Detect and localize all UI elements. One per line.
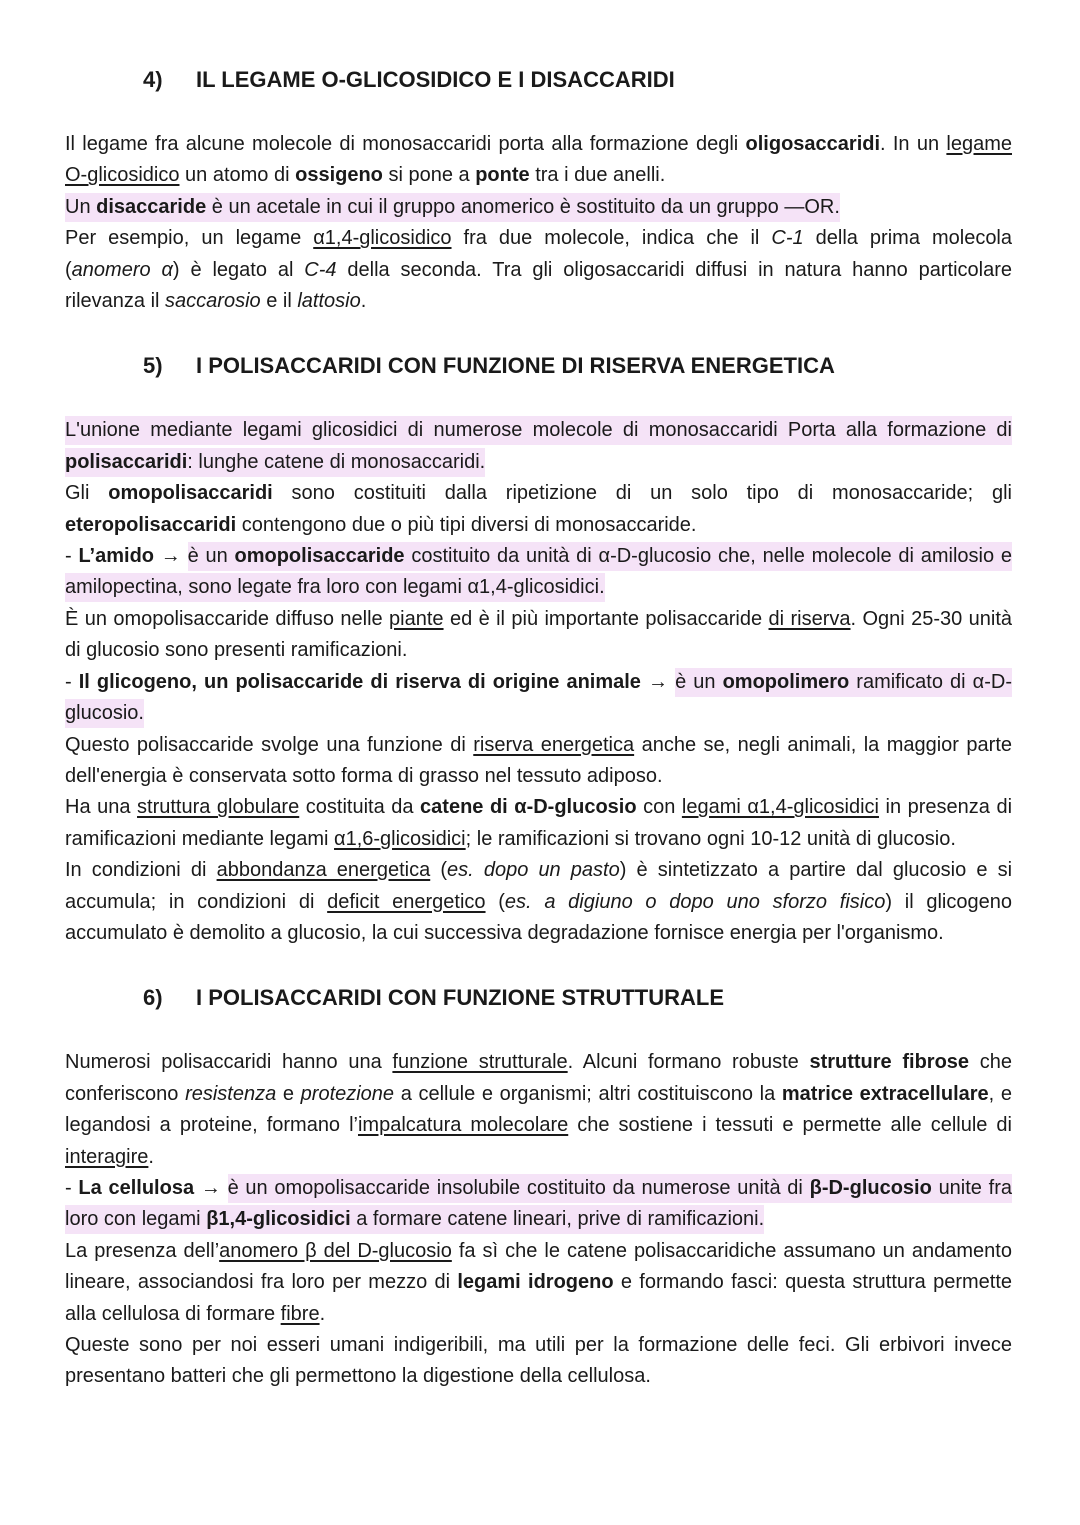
bold-text: omopolisaccaridi: [108, 482, 273, 505]
highlighted-text: è un omopolisaccaride insolubile costituito da numerose unità di: [228, 1174, 810, 1203]
paragraph: [65, 129, 1012, 192]
text-run: che conferiscono: [65, 1051, 1013, 1105]
highlighted-text: : lunghe catene di monosaccaridi.: [187, 448, 485, 477]
text-run: Ha una: [65, 796, 138, 819]
text-run: con: [636, 796, 682, 819]
text-run: fra due molecole, indica che il: [451, 227, 772, 250]
paragraph: [65, 541, 1012, 604]
text-run: La presenza dell’: [65, 1239, 220, 1262]
italic-text: saccarosio: [165, 290, 261, 313]
underlined-text: interagire: [65, 1145, 149, 1168]
text-run: Gli: [65, 482, 109, 505]
text-run: sono costituiti dalla ripetizione di un solo tipo di monosaccaride; gli: [272, 482, 1013, 505]
bold-text: oligosaccaridi: [745, 133, 881, 155]
text-run: (: [430, 859, 448, 882]
underlined-text: di riserva: [768, 607, 851, 630]
bold-text: Il glicogeno, un polisaccaride di riserva di origine animale: [78, 670, 641, 693]
italic-text: es. dopo un pasto: [447, 859, 620, 882]
text-run: Queste sono per noi esseri umani indigeribili, ma utili per la formazione delle feci. Gli erbivori invece presentano batteri che gli permettono la digestione della cellulosa.: [65, 1334, 1012, 1388]
text-run: e il: [260, 290, 298, 313]
text-run: si pone a: [382, 164, 476, 187]
highlighted-text: L'unione mediante legami glicosidici di numerose molecole di monosaccaridi Porta alla formazione di: [65, 416, 1012, 445]
paragraph: [65, 192, 1012, 223]
highlighted-text: è un acetale in cui il gruppo anomerico è sostituito da un gruppo —OR.: [206, 193, 840, 222]
bold-text: omopolisaccaride: [234, 542, 404, 571]
text-run: contengono due o più tipi diversi di monosaccaride.: [236, 513, 697, 536]
italic-text: C-4: [304, 258, 337, 281]
bold-text: La cellulosa: [78, 1176, 195, 1199]
paragraph: [65, 1236, 1012, 1330]
paragraph: [65, 223, 1012, 317]
text-run: .: [360, 290, 367, 313]
highlighted-text: Un: [65, 193, 96, 222]
text-run: -: [65, 1176, 79, 1199]
text-run: Il legame fra alcune molecole di monosaccaridi porta alla formazione degli: [65, 133, 746, 155]
text-run: . Ogni 25-30 unità di glucosio sono presenti ramificazioni.: [65, 607, 1013, 662]
paragraph: [65, 478, 1012, 541]
paragraph: [65, 855, 1012, 949]
section-number: 6): [143, 985, 163, 1011]
paragraph: [65, 730, 1012, 793]
text-run: ) è legato al: [172, 258, 305, 281]
paragraph: [65, 667, 1012, 730]
text-run: della seconda. Tra gli oligosaccaridi diffusi in natura hanno particolare rilevanza il: [65, 258, 1012, 313]
section-heading: [65, 64, 1012, 95]
paragraph: [65, 1173, 1012, 1236]
paragraph: [65, 604, 1012, 667]
section-title: I POLISACCARIDI CON FUNZIONE STRUTTURALE: [196, 985, 724, 1011]
text-run: -: [65, 545, 79, 568]
italic-text: protezione: [300, 1082, 395, 1105]
highlighted-text: unite fra loro con legami: [65, 1174, 1012, 1234]
text-run: un atomo di: [179, 164, 296, 187]
bold-text: catene di α-D-glucosio: [420, 796, 637, 819]
paragraph: [65, 1047, 1012, 1173]
underlined-text: legami α1,4-glicosidici: [681, 796, 879, 819]
italic-text: es. a digiuno o dopo uno sforzo fisico: [504, 890, 886, 913]
text-run: È un omopolisaccaride diffuso nelle: [65, 607, 390, 630]
bold-text: ossigeno: [295, 164, 383, 187]
text-run: .: [148, 1145, 154, 1168]
text-run: tra i due anelli.: [529, 164, 666, 187]
text-run: Questo polisaccaride svolge una funzione di: [65, 733, 474, 756]
underlined-text: funzione strutturale: [392, 1051, 568, 1074]
highlighted-text: costituito da unità di α-D-glucosio che, nelle molecole di amilosio e amilopectina, sono legate fra loro con legami α1,4-glicosidici.: [65, 542, 1012, 602]
text-run: ) il glicogeno accumulato è demolito a glucosio, la cui successiva degradazione fornisce energia per l'organismo.: [65, 890, 1012, 944]
section-title: I POLISACCARIDI CON FUNZIONE DI RISERVA ENERGETICA: [196, 353, 835, 379]
underlined-text: impalcatura molecolare: [357, 1114, 569, 1137]
text-run: anche se, negli animali, la maggior parte dell'energia è conservata sotto forma di grasso nel tessuto adiposo.: [65, 733, 1013, 787]
text-run: -: [65, 670, 79, 693]
text-run: In condizioni di: [65, 859, 217, 882]
text-run: Numerosi polisaccaridi hanno una: [65, 1051, 393, 1074]
section-heading: [65, 982, 1012, 1013]
text-run: della prima molecola (: [65, 227, 1013, 281]
text-run: →: [640, 670, 676, 693]
section-number: 5): [143, 353, 163, 379]
italic-text: anomero α: [71, 258, 173, 281]
section-title: IL LEGAME O-GLICOSIDICO E I DISACCARIDI: [196, 67, 675, 92]
text-run: , e legandosi a proteine, formano l’: [65, 1082, 1012, 1137]
underlined-text: α1,6-glicosidici: [334, 827, 466, 850]
bold-text: legami idrogeno: [457, 1271, 614, 1294]
bold-text: L’amido: [78, 545, 155, 568]
text-run: ; le ramificazioni si trovano ogni 10-12 unità di glucosio.: [465, 827, 956, 850]
text-run: .: [319, 1302, 326, 1325]
underlined-text: riserva energetica: [473, 733, 635, 756]
bold-text: matrice extracellulare: [781, 1082, 989, 1105]
text-run: che sostiene i tessuti e permette alle cellule di: [568, 1114, 1012, 1137]
bold-text: β1,4-glicosidici: [206, 1205, 350, 1234]
text-run: e formando fasci: questa struttura permette alla cellulosa di formare: [65, 1271, 1013, 1325]
underlined-text: abbondanza energetica: [216, 859, 431, 882]
section-heading: [65, 350, 1012, 381]
text-run: →: [154, 545, 188, 568]
text-run: fa sì che le catene polisaccaridiche assumano un andamento lineare, associandosi fra loro per mezzo di: [65, 1239, 1012, 1294]
paragraph: [65, 1330, 1012, 1393]
underlined-text: deficit energetico: [327, 890, 486, 913]
bold-text: polisaccaridi: [65, 448, 187, 477]
text-run: . Alcuni formano robuste: [567, 1051, 810, 1074]
text-run: a cellule e organismi; altri costituiscono la: [394, 1082, 782, 1105]
section-number: 4): [143, 67, 163, 92]
bold-text: strutture fibrose: [809, 1051, 970, 1074]
underlined-text: fibre: [280, 1302, 320, 1325]
underlined-text: anomero β del D-glucosio: [219, 1239, 452, 1262]
italic-text: C-1: [771, 227, 804, 250]
bold-text: β-D-glucosio: [810, 1174, 932, 1203]
section-6: [65, 982, 1012, 1392]
text-run: e: [276, 1082, 301, 1105]
bold-text: omopolimero: [723, 668, 850, 697]
paragraph: [65, 415, 1012, 478]
highlighted-text: ramificato di α-D-glucosio.: [65, 668, 1012, 728]
text-run: →: [194, 1176, 228, 1199]
section-4: [65, 64, 1012, 317]
text-run: Per esempio, un legame: [65, 227, 314, 250]
bold-text: disaccaride: [96, 193, 206, 222]
text-run: (: [485, 890, 505, 913]
text-run: ) è sintetizzato a partire dal glucosio e si accumula; in condizioni di: [65, 859, 1013, 913]
bold-text: ponte: [475, 164, 530, 187]
text-run: costituita da: [299, 796, 421, 819]
section-5: [65, 350, 1012, 949]
text-run: . In un: [880, 133, 947, 155]
italic-text: resistenza: [185, 1082, 277, 1105]
highlighted-text: è un: [188, 542, 235, 571]
text-run: ed è il più importante polisaccaride: [443, 607, 769, 630]
text-run: in presenza di ramificazioni mediante legami: [65, 796, 1013, 850]
paragraph: [65, 792, 1012, 855]
highlighted-text: è un: [675, 668, 723, 697]
italic-text: lattosio: [297, 290, 361, 313]
underlined-text: piante: [389, 607, 444, 630]
underlined-text: legame O-glicosidico: [65, 133, 1012, 187]
highlighted-text: a formare catene lineari, prive di ramificazioni.: [351, 1205, 765, 1234]
bold-text: eteropolisaccaridi: [65, 513, 237, 536]
underlined-text: struttura globulare: [137, 796, 300, 819]
underlined-text: α1,4-glicosidico: [313, 227, 452, 250]
